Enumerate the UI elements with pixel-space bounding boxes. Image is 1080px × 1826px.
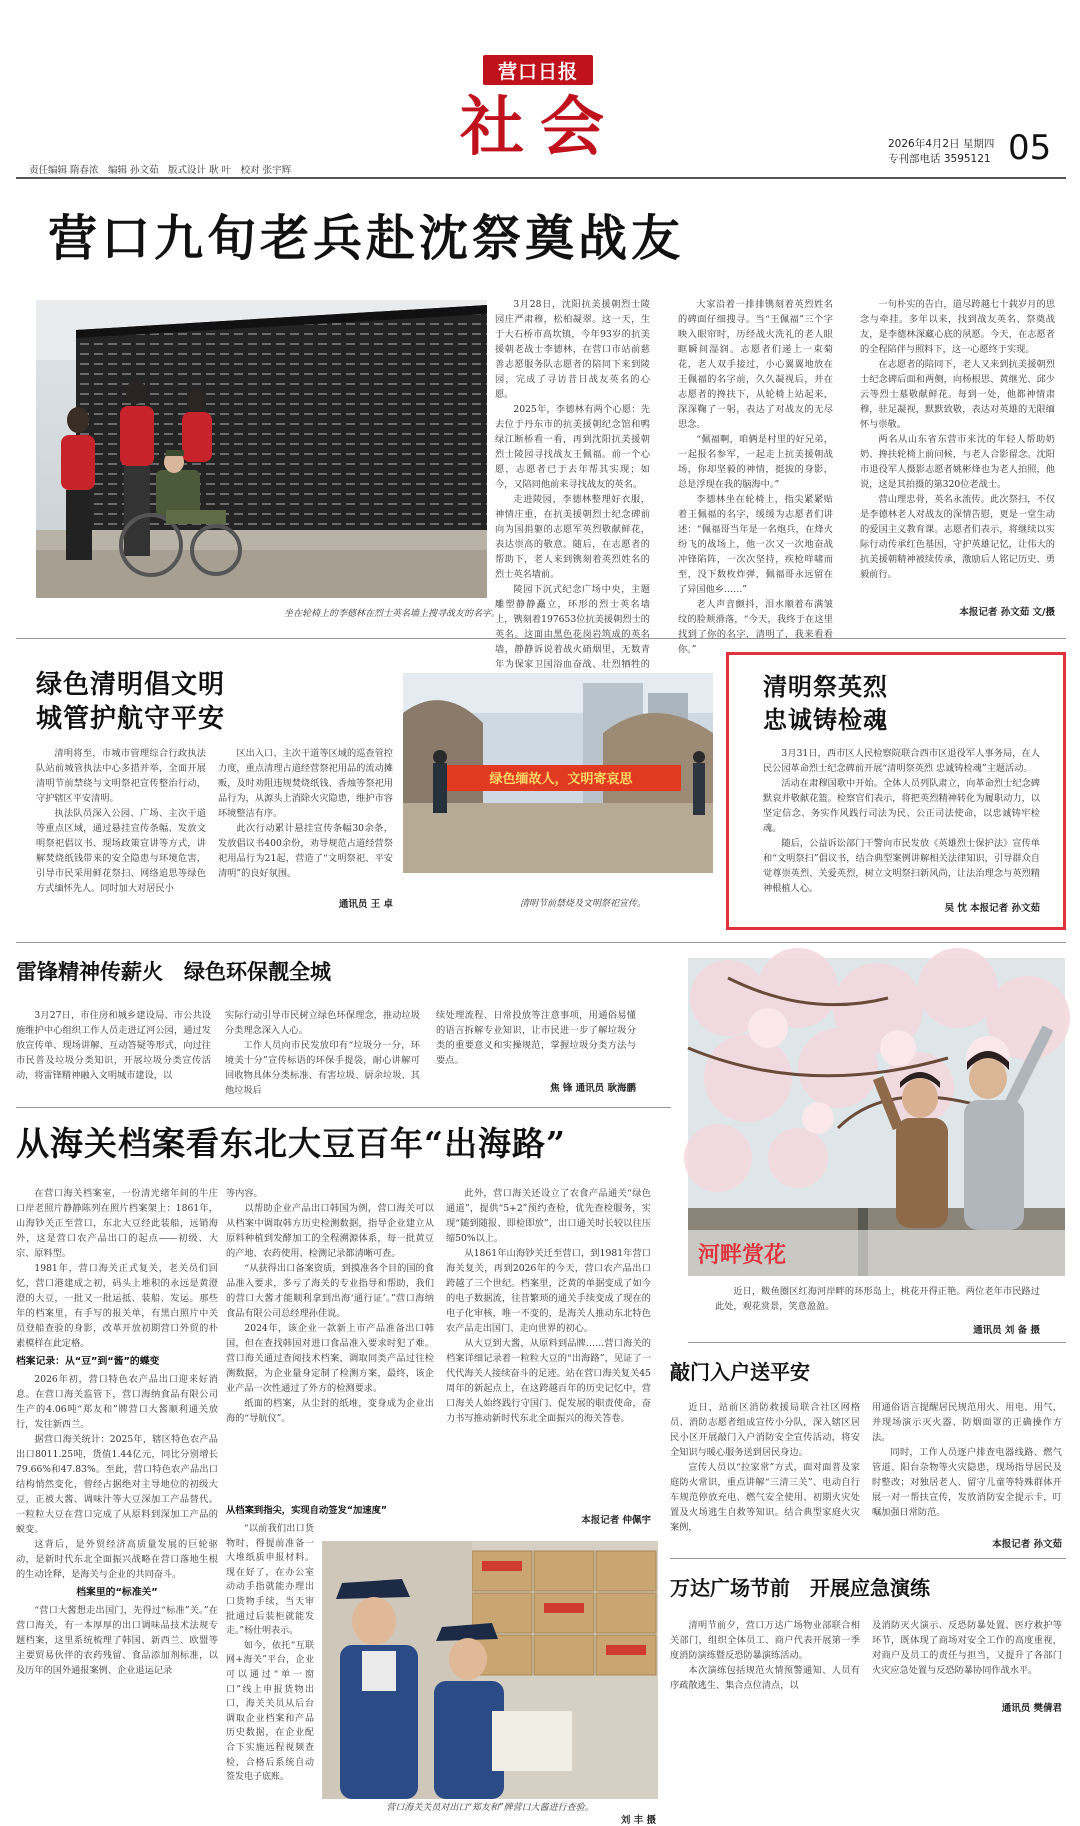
paragraph: 本次演练包括规范火情预警通知、人员有序疏散逃生、集合点位清点，以: [670, 1665, 860, 1691]
paragraph: 这背后，是外贸经济高质量发展的巨轮驱动，是新时代东北全面振兴战略在营口落地生根的生动诠释，是海关与企业的共同奋斗。: [16, 1539, 218, 1580]
paragraph: 老人声音颤抖，泪水顺着布满皱纹的脸颊滑落，“今天，我终于在这里找到了你的名字，清明了，我来看看你。”: [678, 599, 833, 655]
customs-inspection-image: [322, 1541, 658, 1799]
a7-col2: [872, 1618, 1062, 1708]
paragraph: 3月31日，西市区人民检察院联合西市区退役军人事务局，在人民公园革命烈士纪念碑前开展“清明祭英烈 忠诚铸检魂”主题活动。: [763, 748, 1040, 774]
a4-title: 雷锋精神传薪火 绿色环保靓全城: [16, 960, 331, 984]
paragraph: 2025年，李德林有两个心愿：先去位于丹东市的抗美援朝纪念馆和鸭绿江断桥看一看，再到沈阳抗美援朝烈士陵园寻找战友王佩福。前一个心愿，志愿者已于去年帮其实现；如今，又陪同他前来寻找战友的英名。: [495, 404, 650, 490]
a5-photo: [322, 1541, 658, 1799]
veteran-wall-image: [36, 300, 487, 598]
a4-byline: 焦 锋 通讯员 耿海鹏: [550, 1083, 636, 1094]
a3-title: [763, 671, 888, 737]
a3-title-line1: 清明祭英烈: [763, 673, 888, 701]
a5-byline: 本报记者 仲佩宇: [581, 1515, 651, 1526]
paragraph: 同时，工作人员逐户排查电器线路、燃气管道、阳台杂物等火灾隐患，现场指导居民及时整改；对独居老人、留守儿童等特殊群体开展一对一帮扶宣传，发放消防安全提示卡，叮嘱加强日常防范。: [872, 1447, 1062, 1518]
section-divider: [16, 638, 1066, 639]
paragraph: 此次行动累计悬挂宣传条幅30余条，发放倡议书400余份，劝导规范占道经营祭祀用品行为21起，营造了“文明祭祀、平安清明”的良好氛围。: [218, 823, 393, 879]
a7-title: 万达广场节前 开展应急演练: [670, 1576, 930, 1600]
paragraph: 大家沿着一排排镌刻着英烈姓名的碑面仔细搜寻。当“王佩福”三个字映入眼帘时，历经战火洗礼的老人眼眶瞬间湿润。志愿者们递上一束菊花，老人双手接过，小心翼翼地放在王佩福的名字前，久久凝视后，并在志愿者的搀扶下，从轮椅上站起来，深深鞠了一躬，表达了对战友的无尽思念。: [678, 299, 833, 430]
paragraph: 续处理流程、日常投放等注意事项，用通俗易懂的语言拆解专业知识，让市民进一步了解垃圾分类的重要意义和实操规范，掌握垃圾分类方法与要点。: [436, 1010, 636, 1066]
a5-photo-byline: 刘 丰 摄: [620, 1815, 656, 1826]
paragraph: 如今，依托“互联网+海关”平台，企业可以通过“单一窗口”线上申报货物出口，海关关员从后台调取企业档案和产品历史数据，在企业配合下实施远程视频查检，合格后系统自动签发电子底账。: [226, 1640, 314, 1783]
a1-col3: [860, 297, 1055, 597]
a5-title: 从海关档案看东北大豆百年“出海路”: [16, 1124, 566, 1163]
page-number: 05: [1008, 128, 1052, 168]
blossom-caption: [715, 1284, 1040, 1316]
a1-caption: 坐在轮椅上的李德林在烈士英名墙上搜寻战友的名字。: [283, 609, 500, 619]
paragraph: 陵园下沉式纪念广场中央，主题雕塑静静矗立，环形的烈士英名墙上，镌刻着197653位抗美援朝烈士的英名。这面由黑色花岗岩筑成的英名墙，静静诉说着战火硝烟里，无数青年为保家卫国浴血奋战、壮烈牺牲的: [495, 584, 650, 670]
paragraph: 在志愿者的陪同下，老人又来到抗美援朝烈士纪念碑后面和两侧，向杨根思、黄继光、邱少云等烈士墓敬献鲜花。每到一处，他都神情肃穆，驻足凝视，默默致敬，表达对英雄的无限缅怀与崇敬。: [860, 359, 1055, 430]
a6-byline: 本报记者 孙文茹: [992, 1539, 1062, 1550]
a1-byline: 本报记者 孙文茹 文/摄: [959, 607, 1055, 618]
subheading: 档案里的“标准关”: [76, 1587, 158, 1598]
paragraph: 执法队员深入公园、广场、主次干道等重点区域，通过悬挂宣传条幅、发放文明祭祀倡议书、现场政策宣讲等方式，讲解焚烧纸钱带来的安全隐患与环境危害，引导市民采用鲜花祭扫、网络追思等绿色方式缅怀先人。同时加大对居民小: [36, 808, 206, 894]
a2-col2: [218, 746, 393, 896]
paragraph: 从大豆到大酱，从原料到品牌……营口海关的档案详细记录着一粒粒大豆的“出海路”，见证了一代代海关人接续奋斗的足迹。站在营口海关复关45周年的新起点上，在这跨越百年的历史记忆中，营口海关人始终践行守国门、促发展的职责使命，奋力书写推动新时代东北全面振兴的海关答卷。: [446, 1338, 651, 1424]
a1-col1: [495, 297, 650, 670]
paragraph: 宣传人员以“拉家常”方式，面对面普及家庭防火常识，重点讲解“三清三关”、电动自行车规范停放充电、燃气安全使用、初期火灾处置及火场逃生自救等知识。结合典型家庭火灾案例，: [670, 1462, 860, 1533]
a3-body: [763, 746, 1040, 896]
paragraph: 及消防灭火演示、反恐防暴处置、医疗救护等环节，既体现了商场对安全工作的高度重视，对商户及员工的责任与担当，又提升了各部门火灾应急处置与反恐防暴协同作战水平。: [872, 1620, 1062, 1676]
a5-subheading-3: 从档案到指尖，实现自动签发“加速度”: [226, 1505, 387, 1516]
a2-title-line2: 城管护航守平安: [36, 704, 226, 734]
section-divider: [16, 1107, 671, 1108]
paragraph: “佩福啊，咱俩是村里的好兄弟，一起报名参军，一起走上抗美援朝战场，你却坚毅的神情，挺拔的身影，总是浮现在我的脑海中。”: [678, 434, 833, 490]
a1-photo: [36, 300, 487, 598]
paragraph: 区出入口、主次干道等区域的巡查管控力度，重点清理占道经营祭祀用品的流动摊贩，及时劝阻违规焚烧纸钱、香烛等祭祀用品行为，从源头上消除火灾隐患，维护市容环境整洁有序。: [218, 748, 393, 819]
a4-col2: [225, 1008, 420, 1098]
paragraph: 近日，鲅鱼圈区红海河岸畔的环形岛上，桃花开得正艳。两位老年市民路过此处，观花赏景，笑意盈盈。: [715, 1286, 1040, 1312]
a1-col2: [678, 297, 833, 655]
paragraph: 用通俗语言提醒居民规范用火、用电、用气，并现场演示灭火器、防烟面罩的正确操作方法。: [872, 1402, 1062, 1443]
a6-col1: [670, 1400, 860, 1540]
paragraph: 等内容。: [226, 1188, 263, 1199]
section-divider: [688, 1342, 1066, 1343]
blossom-title: 河畔赏花: [698, 1243, 787, 1268]
masthead: [0, 0, 1080, 178]
a2-col1: [36, 746, 206, 896]
paragraph: 工作人员向市民发放印有“垃圾分一分，环境美十分”宣传标语的环保手提袋，耐心讲解可回收物具体分类标准、有害垃圾、厨余垃圾、其他垃圾后: [225, 1040, 420, 1096]
paragraph: 1981年，营口海关正式复关，老关员们回忆，营口港建成之初，码头上堆积的永远是黄澄澄的大豆，一批又一批运抵、装船、发运。那些年的档案里，有手写的报关单，有黑白照片中关员登船查验的身影，改革开放初期营口外贸的朴素模样在此定格。: [16, 1263, 218, 1349]
paragraph: “以前我们出口货物时，得提前准备一大堆纸质申报材料。现在好了，在办公室动动手指就能办理出口货物手续，当天审批通过后装柜就能发走。”杨仕明表示。: [226, 1524, 314, 1637]
blossom-image: [688, 958, 1065, 1276]
a2-title: [36, 668, 225, 736]
paragraph: “从获得出口备案资质，到摸准各个目的国的食品准入要求，多亏了海关的专业指导和帮助，我们的营口大酱才能顺利拿到出海‘通行证’。”营口海纳食品有限公司总经理孙佳说。: [226, 1263, 434, 1319]
a5-col2b: [226, 1522, 314, 1812]
a5-col1: [16, 1186, 218, 1811]
section-title: 社会: [460, 90, 620, 165]
paragraph: 2024年，该企业一款新上市产品准备出口韩国，但在查找韩国对进口食品准入要求时犯了难。营口海关通过查阅技术档案，调取同类产品过往检测数据，为企业量身定制了检测方案，最终，该企业产品一次性通过了外方的检测要求。: [226, 1323, 434, 1394]
paper-logo: [483, 55, 593, 85]
a4-col1: [16, 1008, 211, 1098]
a5-col3: [446, 1186, 651, 1506]
a5-caption: 营口海关关员对出口“郑友和”牌营口大酱进行查验。: [386, 1803, 594, 1813]
subheading: 档案记录：从“豆”到“酱”的蝶变: [16, 1356, 160, 1367]
paragraph: 走进陵园，李德林整理好衣服，神情庄重，在抗美援朝烈士纪念碑前向为国捐躯的志愿军英烈敬献鲜花，表达崇高的敬意。随后，在志愿者的帮助下，老人来到镌刻着英烈姓名的烈士英名墙前。: [495, 494, 650, 580]
paragraph: 实际行动引导市民树立绿色环保理念，推动垃圾分类理念深入人心。: [225, 1010, 420, 1036]
issue-date: 2026年4月2日 星期四: [888, 138, 995, 150]
a7-col1: [670, 1618, 860, 1728]
section-divider: [670, 1558, 1066, 1559]
a2-photo: [403, 673, 713, 873]
paragraph: 纸面的档案，从尘封的纸堆，变身成为企业出海的“导航仪”。: [226, 1398, 434, 1424]
a2-caption: 清明节前禁烧及文明祭祀宣传。: [520, 899, 647, 909]
paragraph: 近日，站前区消防救援局联合社区网格员、消防志愿者组成宣传小分队，深入辖区居民小区开展敲门入户消防安全宣传活动，将安全知识与暖心服务送到居民身边。: [670, 1402, 860, 1458]
hotline: 专刊部电话 3595121: [888, 153, 991, 165]
paragraph: 营山理忠骨，英名永流传。此次祭扫，不仅是李德林老人对战友的深情告慰，更是一堂生动的爱国主义教育课。志愿者们表示，将继续以实际行动传承红色基因，守护英雄记忆，让伟大的抗美援朝精神被续传承，激励后人铭记历史、勇毅前行。: [860, 494, 1055, 580]
a3-title-line2: 忠诚铸检魂: [763, 706, 888, 734]
a2-byline: 通讯员 王 卓: [338, 899, 393, 910]
paragraph: 两名从山东省东营市来沈的年轻人帮助奶奶、搀扶轮椅上前问候，与老人合影留念。沈阳市退役军人摄影志愿者姚彬烽也为老人拍照，他说，这是其拍摄的第320位老战士。: [860, 434, 1055, 490]
paragraph: 一句朴实的告白，道尽跨越七十载岁月的思念与牵挂。多年以来，找到战友英名、祭奠战友，是李德林深藏心底的夙愿。今天，在志愿者的全程陪伴与照料下，这一心愿终于实现。: [860, 299, 1055, 355]
paragraph: 在营口海关档案室，一份清光绪年间的牛庄口岸老照片静静陈列在照片档案架上：1861年，山海钞关正至营口，东北大豆经此装船，远销海外，这是营口农产品出口的起点——初级、大宗、原料型。: [16, 1188, 218, 1259]
banner-street-image: [403, 673, 713, 873]
a2-title-line1: 绿色清明倡文明: [36, 670, 226, 700]
a4-col3: [436, 1008, 636, 1078]
a3-byline: 吴 忱 本报记者 孙文茹: [944, 903, 1040, 914]
a7-byline: 通讯员 樊倩君: [1001, 1703, 1062, 1714]
a6-col2: [872, 1400, 1062, 1530]
masthead-rule: [16, 177, 1066, 179]
paragraph: 清明将至，市城市管理综合行政执法队站前城管执法中心多措并举，全面开展清明节前禁绕与文明祭祀宣传整治行动，守护辖区平安清明。: [36, 748, 206, 804]
a1-title: 营口九旬老兵赴沈祭奠战友: [48, 210, 685, 267]
paragraph: 清明节前夕，营口万达广场物业部联合相关部门，组织全体员工、商户代表开展第一季度消防演练暨反恐防暴演练活动。: [670, 1620, 860, 1661]
paragraph: 3月27日，市住房和城乡建设局、市公共设施维护中心组织工作人员走进辽河公园，通过发放宣传单、现场讲解、互动答疑等形式，向过往市民普及垃圾分类知识，开展垃圾分类宣传活动，将雷锋精神融入文明城市建设，以: [16, 1010, 211, 1081]
blossom-photo: [688, 958, 1065, 1276]
paragraph: 李德林坐在轮椅上，指尖紧紧贴着王佩福的名字，缓缓为志愿者们讲述：“佩福哥当年是一名炮兵，在烽火纷飞的战场上，他一次又一次地奋战冲锋陷阵，一次次坚持，疾枪咩啸而至，没下数枚炸弹，佩福哥永远留在了异国他乡……”: [678, 494, 833, 595]
blossom-byline: 通讯员 刘 备 摄: [973, 1325, 1040, 1336]
paragraph: 以帮助企业产品出口韩国为例，营口海关可以从档案中调取韩方历史检测数据，指导企业建立从原料种植到发酵加工的全程溯源体系，每一批黄豆的产地、农药使用、检测记录都清晰可查。: [226, 1203, 434, 1259]
editors-line: 责任编辑 隋春浓 编辑 孙文茹 版式设计 耿 叶 校对 张宇辉: [29, 165, 292, 176]
paragraph: 活动在肃穆国歌中开始。全体人员列队肃立，向革命烈士纪念碑默哀并敬献花篮。检察官们表示，将把英烈精神转化为履职动力，以坚定信念、务实作风践行司法为民、公正司法使命，以忠诚铸牢检魂。: [763, 778, 1040, 834]
section-divider: [16, 942, 1066, 943]
paragraph: “营口大酱想走出国门，先得过“标准”关。”在营口海关，有一本厚厚的出口调味品技术法规专题档案，这里系统梳理了韩国、新西兰、欧盟等主要贸易伙伴的农药残留、食品添加剂标准，以及历年的国外通报案例、企业退运记录: [16, 1605, 218, 1676]
paragraph: 此外，营口海关还设立了农食产品通关“绿色通道”，提供“5+2”预约查检，优先查检服务，实现“随到随报、即检即放”，出口通关时长较以往压缩50%以上。: [446, 1188, 651, 1244]
a5-col2: [226, 1186, 434, 1496]
paragraph: 随后，公益诉讼部门干警向市民发放《英雄烈士保护法》宣传单和“文明祭扫”倡议书，结合典型案例讲解相关法律知识，引导群众自觉尊崇英烈、关爱英烈，树立文明祭扫新风尚，让法治理念与英烈精神根植人心。: [763, 838, 1040, 894]
paper-name: 营口日报: [497, 60, 578, 83]
paragraph: 从1861年山海钞关迁至营口，到1981年营口海关复关，再到2026年的今天，营口农产品出口跨越了三个世纪。档案里，泛黄的单据变成了如今的电子数据流，往昔繁琐的通关手续变成了现在的电子化审核，唯一不变的，是海关人推动东北特色农产品走出国门、走向世界的初心。: [446, 1248, 651, 1334]
paragraph: 据营口海关统计：2025年，辖区特色农产品出口8011.25吨，货值1.44亿元，同比分别增长79.66%和47.83%。至此，营口特色农产品出口结构悄然变化，曾经占据绝对主导地位的初级大豆，正被大酱、调味汁等大豆深加工产品替代。一粒粒大豆在营口完成了从原料到深加工产品的蜕变。: [16, 1434, 218, 1535]
banner-text: 绿色缅故人，文明寄哀思: [489, 772, 633, 787]
paragraph: 3月28日，沈阳抗美援朝烈士陵园庄严肃穆，松柏凝翠。这一天，生于大石桥市高坎镇，今年93岁的抗美援朝老战士李德林，在营口市站前慈善志愿服务队志愿者的陪同下来到陵园，完成了寻访昔日战友英名的心愿。: [495, 299, 650, 400]
a6-title: 敲门入户送平安: [670, 1360, 810, 1384]
paragraph: 2026年初，营口特色农产品出口迎来好消息。在营口海关监管下，营口海纳食品有限公司生产的4.06吨“郑友和”牌营口大酱顺利通关放行，发往新西兰。: [16, 1374, 218, 1430]
